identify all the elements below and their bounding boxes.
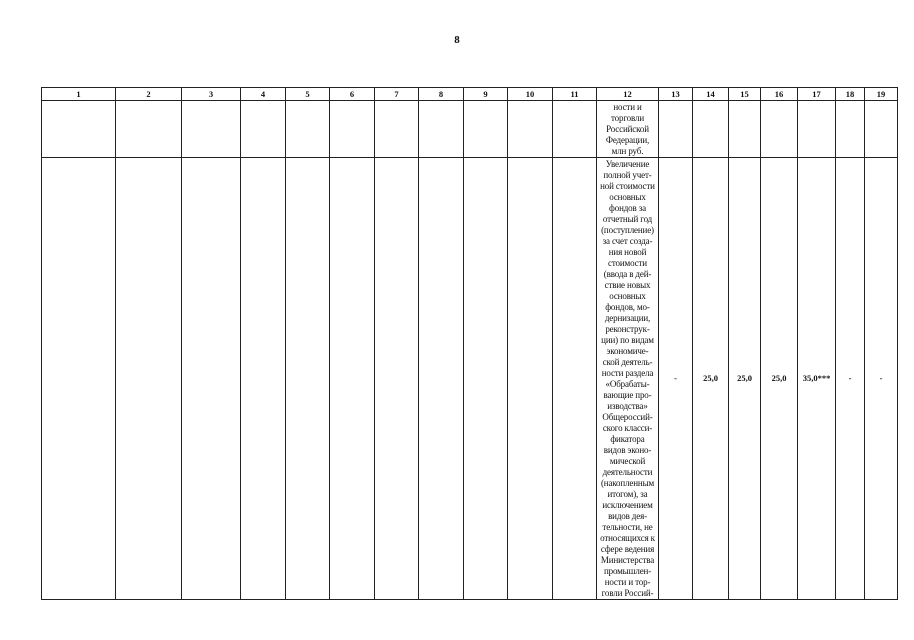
table-cell (42, 158, 116, 600)
indicator-line: фондов, мо- (605, 302, 650, 312)
indicator-line: относящихся к (600, 533, 655, 543)
indicator-line: полной учет- (603, 170, 652, 180)
indicator-line: говли Россий- (601, 588, 654, 598)
indicator-line: за счет созда- (602, 236, 653, 246)
column-header: 17 (798, 88, 836, 101)
indicator-line: ности и (613, 102, 642, 112)
indicator-line: ной стоимости (600, 181, 655, 191)
indicator-line: дернизации, (604, 313, 651, 323)
column-header: 18 (836, 88, 865, 101)
table-cell (508, 158, 553, 600)
indicator-line: мической (609, 456, 646, 466)
value-cell-14: 25,0 (693, 158, 729, 600)
indicator-line: Российской (606, 124, 649, 134)
data-table (41, 87, 898, 600)
indicator-line: экономиче- (606, 346, 649, 356)
indicator-line: ского класси- (602, 423, 653, 433)
column-header: 2 (116, 88, 182, 101)
indicator-line: итогом), за (607, 489, 648, 499)
table-cell (241, 158, 286, 600)
table-cell (286, 101, 330, 158)
column-header: 16 (761, 88, 798, 101)
header-row (42, 88, 898, 101)
value-cell-18: - (836, 158, 865, 600)
column-header: 14 (693, 88, 729, 101)
table-cell (693, 101, 729, 158)
table-cell (330, 158, 375, 600)
column-header: 1 (42, 88, 116, 101)
indicator-line: промышлен- (603, 566, 652, 576)
column-header: 8 (419, 88, 464, 101)
table-cell (729, 101, 761, 158)
table-cell (553, 158, 597, 600)
table-cell (286, 158, 330, 600)
table-cell (419, 101, 464, 158)
indicator-line: ской деятель- (602, 357, 653, 367)
column-header: 5 (286, 88, 330, 101)
table-cell (865, 101, 898, 158)
value-cell-19: - (865, 158, 898, 600)
table-cell (464, 101, 508, 158)
value-cell-15: 25,0 (729, 158, 761, 600)
indicator-line: млн руб. (611, 146, 644, 156)
table-cell (116, 158, 182, 600)
indicator-line: видов эконо- (603, 445, 652, 455)
indicator-line: деятельности (602, 467, 653, 477)
indicator-line: сфере ведения (600, 544, 655, 554)
table-cell (42, 101, 116, 158)
table-cell (241, 101, 286, 158)
indicator-line: торговли (610, 113, 645, 123)
indicator-line: Увеличение (605, 159, 650, 169)
table-cell (330, 101, 375, 158)
table-cell (182, 158, 241, 600)
indicator-line: ствие новых (604, 280, 651, 290)
table-cell (508, 101, 553, 158)
indicator-line: видов дея- (608, 511, 647, 521)
table-cell (182, 101, 241, 158)
table-cell (553, 101, 597, 158)
table-cell (375, 101, 419, 158)
column-header: 12 (597, 88, 659, 101)
indicator-line: тельности, не (602, 522, 653, 532)
indicator-line: изводства» (607, 401, 648, 411)
value-cell-16: 25,0 (761, 158, 798, 600)
table-row (42, 158, 898, 600)
indicator-line: Федерации, (605, 135, 650, 145)
table-row (42, 101, 898, 158)
indicator-line: реконструк- (605, 324, 650, 334)
value-cell-13: - (659, 158, 693, 600)
indicator-line: ции) по видам (601, 335, 654, 345)
indicator-line: стоимости (608, 258, 647, 268)
indicator-line: исключением (602, 500, 653, 510)
indicator-line: Общероссий- (602, 412, 653, 422)
column-header: 6 (330, 88, 375, 101)
table-cell (375, 158, 419, 600)
table-cell (836, 101, 865, 158)
indicator-line: ности и тор- (604, 577, 651, 587)
column-header: 4 (241, 88, 286, 101)
indicator-line: вающие про- (603, 390, 652, 400)
indicator-line: ния новой (608, 247, 647, 257)
column-header: 13 (659, 88, 693, 101)
indicator-line: (ввода в дей- (603, 269, 652, 279)
table-cell (798, 101, 836, 158)
indicator-line: фондов за (609, 203, 646, 213)
indicator-line: основных (609, 192, 646, 202)
column-header: 3 (182, 88, 241, 101)
indicator-cell (597, 101, 659, 158)
indicator-line: отчетный год (602, 214, 653, 224)
value-cell-17: 35,0*** (798, 158, 836, 600)
indicator-line: ности раздела (601, 368, 654, 378)
column-header: 9 (464, 88, 508, 101)
indicator-cell (597, 158, 659, 600)
column-header: 7 (375, 88, 419, 101)
indicator-line: фикатора (610, 434, 645, 444)
indicator-line: основных (609, 291, 646, 301)
column-header: 19 (865, 88, 898, 101)
column-header: 15 (729, 88, 761, 101)
table-cell (419, 158, 464, 600)
indicator-line: «Обрабаты- (605, 379, 650, 389)
column-header: 11 (553, 88, 597, 101)
page-number: 8 (454, 34, 460, 46)
table-cell (464, 158, 508, 600)
table-cell (659, 101, 693, 158)
table-cell (116, 101, 182, 158)
indicator-line: Министерства (600, 555, 655, 565)
table-cell (761, 101, 798, 158)
indicator-line: (накопленным (600, 478, 655, 488)
column-header: 10 (508, 88, 553, 101)
indicator-line: (поступление) (601, 225, 654, 235)
